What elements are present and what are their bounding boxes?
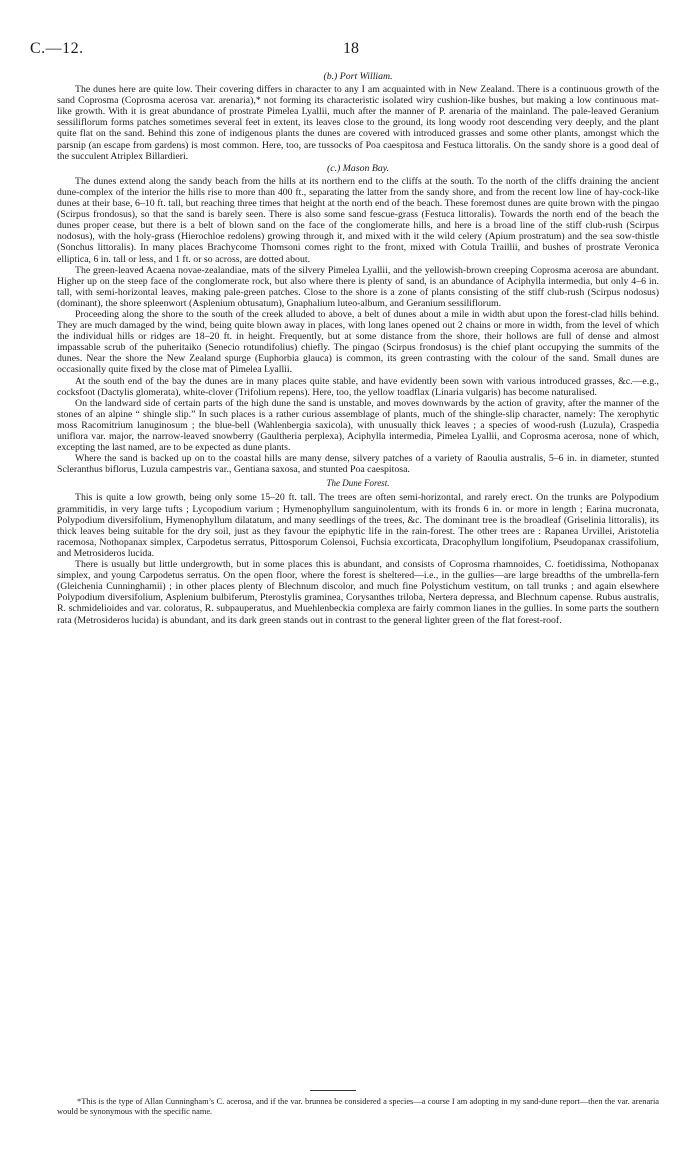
paragraph: The dunes extend along the sandy beach from the hills at its northern end to the cliffs at the south. To the north of the cliffs draining the ancient dune-complex of the interior the hills rise to more than 400 ft., separating the latter from the sandy shore, and from the recent low line of hay-cock-like dunes at their base, 6–10 ft. tall, but reaching three times that height at the north end of the beach. These foremost dunes are quite brown with the pingao (Scirpus frondosus), so that the sand is barely seen. There is also some sand fescue-grass (Festuca littoralis). Towards the north end of the beach the dunes proper cease, but there is a belt of blown sand on the face of the conglomerate hills, and here is a broad line of the stiff club-rush (Scirpus nodosus), with the holy-grass (Hierochloe redolens) growing through it, and mixed with it the wild celery (Apium prostratum) and the sea sow-thistle (Sonchus littoralis). In many places Brachycome Thomsoni comes right to the front, mixed with Cotula Traillii, and bushes of prostrate Veronica elliptica, 6 in. tall or less, and 1 ft. or so across, are dotted about. (57, 175, 659, 265)
section-heading-port-william: (b.) Port William. (323, 71, 393, 82)
paragraph: There is usually but little undergrowth, but in some places this is abundant, and consists of Coprosma rhamnoides, C. foetidissima, Nothopanax simplex, and young Carpodetus serratus. On the open floor, where the forest is sheltered—i.e., in the gullies—are large breadths of the umbrella-fern (Gleichenia Cunninghamii) ; in other places plenty of Blechnum discolor, and much fine Polystichum vestitum, on tall trunks ; and again elsewhere Polypodium diversifolium, Asplenium bulbiferum, Pterostylis graminea, Corysanthes triloba, Nertera depressa, and Blechnum capense. Rubus australis, R. schmidelioides and var. coloratus, R. subpauperatus, and Muehlenbeckia complexa are fairly common lianes in the gullies. In some parts the southern rata (Metrosideros lucida) is abundant, and its dark green stands out in contrast to the general lighter green of the flat forest-roof. (57, 559, 659, 626)
paragraph: Where the sand is backed up on to the coastal hills are many dense, silvery patches of a variety of Raoulia australis, 5–6 in. in diameter, stunted Scleranthus biflorus, Luzula campestris var., Gentiana saxosa, and stunted Poa caespitosa. (57, 453, 659, 476)
section-heading-dune-forest: The Dune Forest. (326, 478, 390, 489)
paragraph: This is quite a low growth, being only some 15–20 ft. tall. The trees are often semi-horizontal, and rarely erect. On the trunks are Polypodium grammitidis, in very large tufts ; Lycopodium varium ; Hymenophyllum sanguinolentum, with its fronds 6 in. or more in length ; Earina mucronata, Polypodium diversifolium, Hymenophyllum dilatatum, and many seedlings of the trees, &c. The dominant tree is the broadleaf (Griselinia littoralis), its thick leaves being suitable for the dry soil, just as they favour the epiphytic life in the rain-forest. The other trees are : Rapanea Urvillei, Aristotelia racemosa, Nothopanax simplex, Carpodetus serratus, Pittosporum Colensoi, Fuchsia excorticata, Dracophyllum longifolium, Pseudopanax crassifolium, and Metrosideros lucida. (57, 492, 659, 559)
document-id: C.—12. (30, 40, 84, 57)
section-heading-mason-bay: (c.) Mason Bay. (326, 162, 390, 174)
paragraph: At the south end of the bay the dunes are in many places quite stable, and have evidently been sown with various introduced grasses, &c.—e.g., cocksfoot (Dactylis glomerata), white-clover (Trifolium repens). Here, too, the yellow toadflax (Linaria vulgaris) has become naturalised. (57, 375, 659, 398)
document-body (57, 71, 659, 626)
footnote (57, 1097, 659, 1117)
paragraph: The dunes here are quite low. Their covering differs in character to any I am acquainted with in New Zealand. There is a continuous growth of the sand Coprosma (Coprosma acerosa var. arenaria),* not forming its characteristic isolated wiry cushion-like bushes, but making a low continuous mat-like growth. With it is great abundance of prostrate Pimelea Lyallii, much after the manner of P. arenaria of the mainland. The pale-leaved Geranium sessiliflorum forms patches sometimes several feet in extent, its leaves close to the ground, its long woody root descending very deeply, and the plant quite flat on the sand. Behind this zone of indigenous plants the dunes are covered with introduced grasses and some other plants, amongst which the parsnip (an escape from gardens) is most common. Here, too, are tussocks of Poa caespitosa and Festuca littoralis. On the sandy shore is a good deal of the succulent Atriplex Billardieri. (57, 84, 659, 162)
paragraph: The green-leaved Acaena novae-zealandiae, mats of the silvery Pimelea Lyallii, and the yellowish-brown creeping Coprosma acerosa are abundant. Higher up on the steep face of the conglomerate rock, but also where there is plenty of sand, is an abundance of Aciphylla intermedia, but only 4–6 in. tall, with semi-horizontal leaves, making pale-green patches. Close to the shore is a zone of plants consisting of the stiff club-rush (Scirpus nodosus) (dominant), the shore spleenwort (Asplenium obtusatum), Gnaphalium luteo-album, and Geranium sessiliflorum. (57, 264, 659, 309)
page-number: 18 (343, 40, 359, 57)
paragraph: On the landward side of certain parts of the high dune the sand is unstable, and moves downwards by the action of gravity, after the manner of the stones of an alpine “ shingle slip.” In such places is a rather curious assemblage of plants, much of the shingle-slip character, namely: The xerophytic moss Racomitrium lanuginosum ; the blue-bell (Wahlenbergia saxicola), with unusually thick leaves ; a species of wood-rush (Luzula), Craspedia uniflora var. major, the narrow-leaved snowberry (Gaultheria perplexa), Aciphylla intermedia, Pimelea Lyallii, and Coprosma acerosa, none of which, excepting the last named, are to be expected as dune plants. (57, 397, 659, 454)
paragraph: Proceeding along the shore to the south of the creek alluded to above, a belt of dunes about a mile in width abut upon the forest-clad hills behind. They are much damaged by the wind, being quite blown away in places, with long lanes opened out 2 chains or more in width, from the level of which the individual hills or ridges are 18–20 ft. in height. Frequently, but at some distance from the shore, their hollows are full of dense and almost impassable scrub of the puheritaiko (Senecio rotundifolius) chiefly. The pingao (Scirpus frondosus) is the chief plant occupying the summits of the dunes. Near the shore the New Zealand spurge (Euphorbia glauca) is common, its green contrasting with the colour of the sand. Small dunes are occasionally quite fixed by the close mat of Pimelea Lyallii. (57, 308, 659, 376)
footnote-text: *This is the type of Allan Cunningham’s C. acerosa, and if the var. brunnea be considered a species—a course I am adopting in my sand-dune report—then the var. arenaria would be synonymous with the specific name. (57, 1097, 659, 1116)
footnote-divider (310, 1090, 356, 1091)
